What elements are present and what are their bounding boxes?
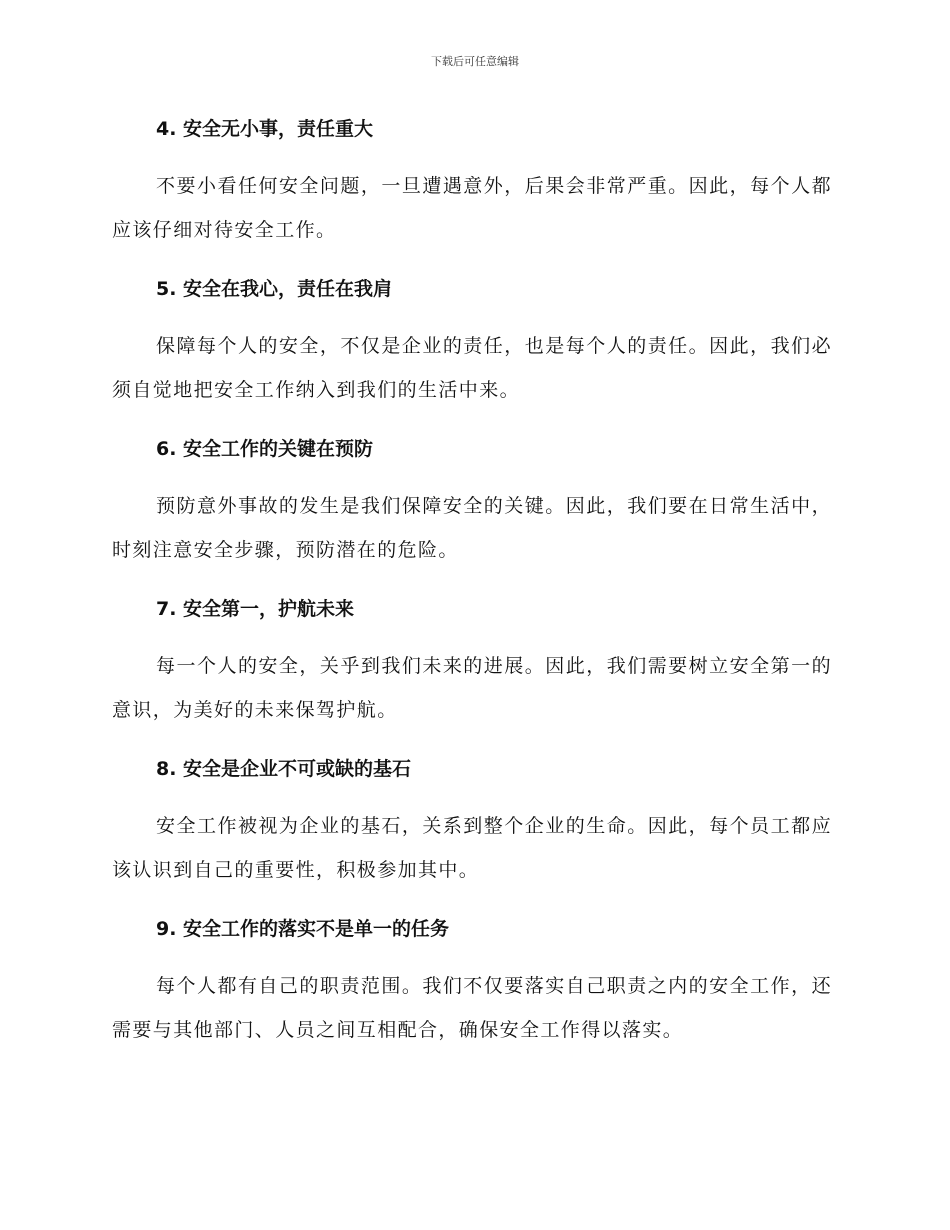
- section-heading: 8. 安全是企业不可或缺的基石: [156, 758, 412, 780]
- section-paragraph: 保障每个人的安全，不仅是企业的责任，也是每个人的责任。因此，我们必须自觉地把安全工作纳入到我们的生活中来。: [112, 335, 832, 401]
- section-4: [112, 112, 832, 252]
- section-heading: 4. 安全无小事，责任重大: [156, 118, 374, 140]
- section-heading: 7. 安全第一，护航未来: [156, 598, 355, 620]
- section-paragraph: 安全工作被视为企业的基石，关系到整个企业的生命。因此，每个员工都应该认识到自己的重要性，积极参加其中。: [112, 815, 832, 881]
- section-5: [112, 272, 832, 412]
- section-6: [112, 432, 832, 572]
- section-7: [112, 592, 832, 732]
- section-8: [112, 752, 832, 892]
- section-paragraph: 每一个人的安全，关乎到我们未来的进展。因此，我们需要树立安全第一的意识，为美好的未来保驾护航。: [112, 655, 832, 721]
- section-heading: 5. 安全在我心，责任在我肩: [156, 278, 393, 300]
- section-heading: 9. 安全工作的落实不是单一的任务: [156, 918, 450, 940]
- section-9: [112, 912, 832, 1052]
- section-paragraph: 不要小看任何安全问题，一旦遭遇意外，后果会非常严重。因此，每个人都应该仔细对待安全工作。: [112, 175, 832, 241]
- section-heading: 6. 安全工作的关键在预防: [156, 438, 374, 460]
- section-paragraph: 预防意外事故的发生是我们保障安全的关键。因此，我们要在日常生活中，时刻注意安全步骤，预防潜在的危险。: [112, 495, 832, 561]
- header-note: 下载后可任意编辑: [431, 55, 519, 68]
- document-content: [112, 112, 832, 1072]
- section-paragraph: 每个人都有自己的职责范围。我们不仅要落实自己职责之内的安全工作，还需要与其他部门、人员之间互相配合，确保安全工作得以落实。: [112, 975, 832, 1041]
